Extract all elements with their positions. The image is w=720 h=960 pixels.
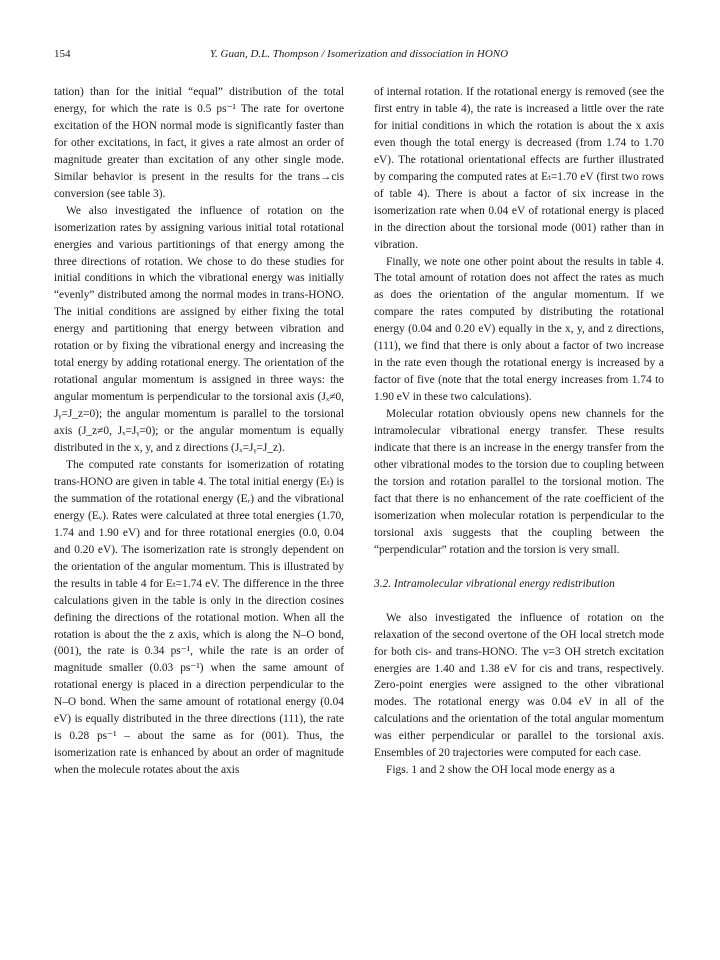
paragraph: We also investigated the influence of rotation on the relaxation of the second overtone of the OH local stretch mode for both cis- and trans-HONO. The v=3 OH stretch excitation energies are 1.40 and 1.38 eV for cis and trans, respectively. Zero-point energies were assigned to the other vibrational modes. The rotational energy was 0.04 eV in all of the calculations and the orientation of the total angular momentum was either perpendicular or parallel to the torsional axis. Ensembles of 20 trajectories were computed for each case. (374, 611, 664, 760)
page-header (54, 48, 664, 64)
running-title: Y. Guan, D.L. Thompson / Isomerization and dissociation in HONO (209, 48, 509, 60)
right-column (374, 84, 664, 779)
section-heading: 3.2. Intramolecular vibrational energy redistribution (374, 577, 615, 590)
paragraph: The computed rate constants for isomerization of rotating trans-HONO are given in table 4. The total initial energy (Eₜ) is the summation of the rotational energy (Eᵣ) and the vibrational energy (Eᵥ). Rates were calculated at three total energies (1.70, 1.74 and 1.90 eV) and for three rotational energies (0.0, 0.04 and 0.20 eV). The isomerization rate is strongly dependent on the orientation of the angular momentum. This is illustrated by the results in table 4 for Eₜ=1.74 eV. The difference in the three calculations given in the table is only in the direction cosines defining the directions of the rotational motion. When all the rotation is about the the z axis, which is along the N–O bond, (001), the rate is 0.34 ps⁻¹, while the rate is an order of magnitude smaller (0.03 ps⁻¹) when the same amount of rotational energy is placed in a direction perpendicular to the N–O bond. When the same amount of rotational energy (0.04 eV) is equally distributed in the three directions (111), the rate is 0.28 ps⁻¹ – about the same as for (001). Thus, the isomerization rate is enhanced by about an order of magnitude when the molecule rotates about the axis (54, 458, 344, 777)
paragraph: We also investigated the influence of rotation on the isomerization rates by assigning various initial total rotational energies and various partitionings of that energy among the three directions of rotation. We chose to do these studies for initial conditions in which the vibrational energy was initially “evenly” distributed among the normal modes in trans-HONO. The initial conditions are assigned by either fixing the total energy and partitioning that energy between vibration and rotation or by fixing the vibrational energy and increasing the total energy by adding rotational energy. The orientation of the rotational angular momentum is assigned in three ways: the angular momentum is perpendicular to the torsional axis (Jₓ≠0, Jᵧ=J_z=0); the angular momentum is parallel to the torsional axis (J_z≠0, Jₓ=Jᵧ=0); or the angular momentum is equally distributed in the x, y, and z directions (Jₓ=Jᵧ=J_z). (54, 204, 344, 455)
paragraph: of internal rotation. If the rotational energy is removed (see the first entry in table 4), the rate is increased a little over the rate for initial conditions in which the rotation is about the x axis even though the total energy is decreased (from 1.74 to 1.70 eV). The rotational orientational effects are further illustrated by comparing the computed rates at Eₜ=1.70 eV (first two rows of table 4). There is about a factor of six increase in the isomerization rate when 0.04 eV of rotational energy is placed in the direction about the torsional mode (001) rather than in vibration. (374, 86, 664, 251)
paragraph: Finally, we note one other point about the results in table 4. The total amount of rotation does not affect the rates as much as does the orientation of the angular momentum. If we compare the rates computed by distributing the rotational energy (0.04 and 0.20 eV) equally in the x, y, and z directions, (111), we find that there is only about a factor of two increase in the rate even though the rotational energy is increased by a factor of five (note that the total energy increases from 1.74 to 1.90 eV in these two calculations). (374, 255, 664, 404)
page-number: 154 (54, 48, 71, 60)
paragraph: Molecular rotation obviously opens new channels for the intramolecular vibrational energy transfer. These results indicate that there is an increase in the energy transfer from the other vibrational modes to the torsion due to coupling between the torsion and rotation parallel to the torsional motion. The fact that there is no enhancement of the rate coefficient of the isomerization when molecular rotation is perpendicular to the torsional axis suggests that the coupling between the “perpendicular” rotation and the torsion is very small. (374, 408, 664, 556)
left-column (54, 84, 344, 779)
paragraph: tation) than for the initial “equal” distribution of the total energy, for which the rate is 0.5 ps⁻¹ The rate for overtone excitation of the HON normal mode is significantly faster than for other excitations, in fact, it gives a rate almost an order of magnitude greater than excitation of any other single mode. Similar behavior is present in the results for the trans→cis conversion (see table 3). (54, 86, 344, 200)
paragraph: Figs. 1 and 2 show the OH local mode energy as a (386, 764, 615, 777)
